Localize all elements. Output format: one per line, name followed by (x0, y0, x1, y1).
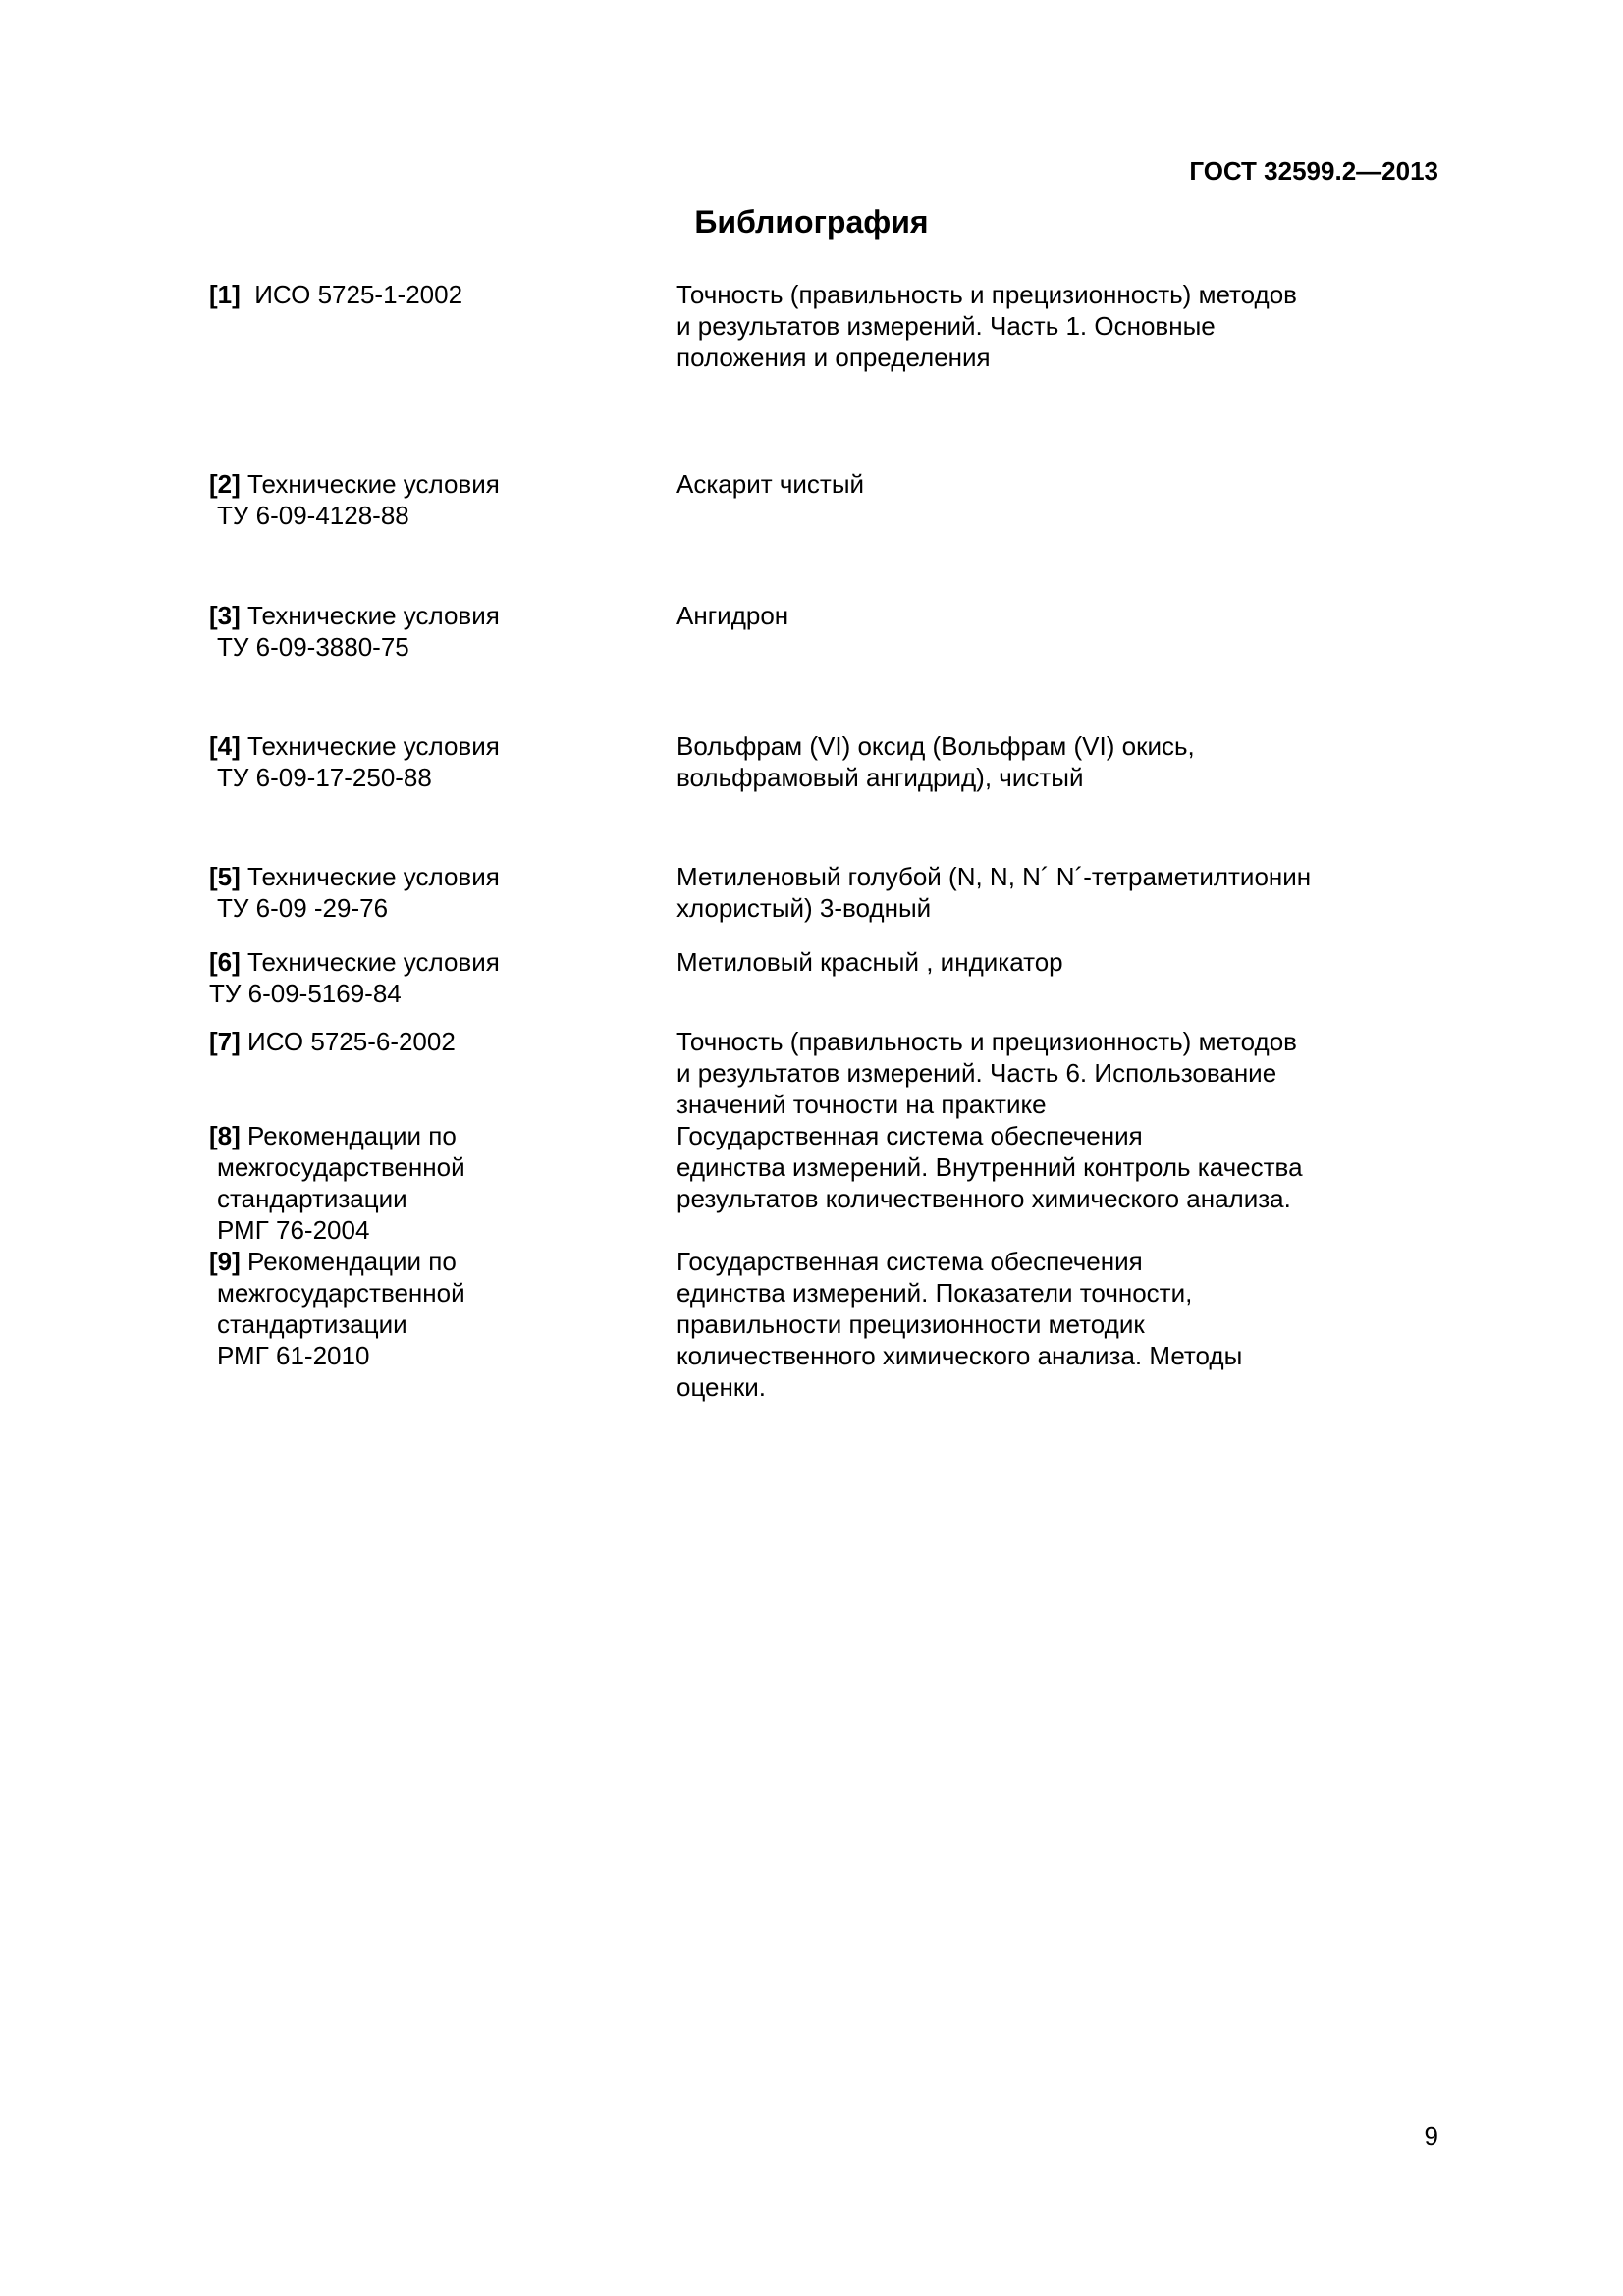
reference-line: Рекомендации по (247, 1247, 457, 1276)
entry-description (676, 279, 1383, 373)
entry-reference (209, 861, 641, 924)
reference-line: ИСО 5725-1-2002 (254, 280, 463, 309)
description-line: значений точности на практике (676, 1090, 1047, 1119)
description-line: Вольфрам (VI) оксид (Вольфрам (VI) окись, (676, 731, 1195, 761)
reference-line: стандартизации (217, 1309, 407, 1339)
description-line: вольфрамовый ангидрид), чистый (676, 763, 1084, 792)
reference-line: ТУ 6-09 -29-76 (217, 893, 389, 923)
entry-number: [9] (209, 1247, 241, 1276)
entry-description (676, 1246, 1383, 1403)
reference-line: межгосударственной (217, 1152, 465, 1182)
entry-reference (209, 1246, 641, 1371)
description-line: Ангидрон (676, 601, 789, 630)
page-title: Библиография (694, 204, 929, 240)
entry-description (676, 468, 1383, 500)
description-line: правильности прецизионности методик (676, 1309, 1145, 1339)
reference-line: Технические условия (247, 731, 500, 761)
reference-line: Технические условия (247, 862, 500, 891)
entry-number: [3] (209, 601, 241, 630)
reference-line: Технические условия (247, 601, 500, 630)
description-line: и результатов измерений. Часть 1. Основные (676, 311, 1216, 341)
entry-reference (209, 468, 641, 531)
description-line: Точность (правильность и прецизионность) методов (676, 280, 1297, 309)
description-line: и результатов измерений. Часть 6. Использование (676, 1058, 1277, 1088)
entry-description (676, 861, 1383, 924)
entry-number: [4] (209, 731, 241, 761)
description-line: оценки. (676, 1372, 766, 1402)
description-line: хлористый) 3-водный (676, 893, 932, 923)
description-line: Метиленовый голубой (N, N, N´ N´-тетраметилтионин (676, 862, 1312, 891)
entry-reference (209, 946, 641, 1009)
reference-line: ТУ 6-09-5169-84 (209, 979, 402, 1008)
reference-line: межгосударственной (217, 1278, 465, 1308)
reference-line: ТУ 6-09-17-250-88 (217, 763, 432, 792)
entry-reference (209, 600, 641, 663)
entry-number: [5] (209, 862, 241, 891)
entry-reference (209, 1026, 641, 1057)
entry-number: [8] (209, 1121, 241, 1150)
reference-line: Рекомендации по (247, 1121, 457, 1150)
description-line: Государственная система обеспечения (676, 1121, 1143, 1150)
description-line: Метиловый красный , индикатор (676, 947, 1063, 977)
page-number: 9 (1424, 2121, 1438, 2151)
reference-line: ИСО 5725-6-2002 (247, 1027, 456, 1056)
reference-line: РМГ 76-2004 (217, 1215, 370, 1245)
entry-description (676, 1120, 1383, 1214)
entry-description (676, 1026, 1383, 1120)
entry-number: [1] (209, 280, 241, 309)
reference-line: ТУ 6-09-3880-75 (217, 632, 409, 662)
description-line: единства измерений. Показатели точности, (676, 1278, 1193, 1308)
description-line: единства измерений. Внутренний контроль качества (676, 1152, 1303, 1182)
entry-description (676, 946, 1383, 978)
description-line: Государственная система обеспечения (676, 1247, 1143, 1276)
description-line: Точность (правильность и прецизионность) методов (676, 1027, 1297, 1056)
entry-number: [2] (209, 469, 241, 499)
entry-description (676, 600, 1383, 631)
description-line: количественного химического анализа. Методы (676, 1341, 1243, 1370)
reference-line: Технические условия (247, 469, 500, 499)
description-line: результатов количественного химического анализа. (676, 1184, 1291, 1213)
entry-number: [6] (209, 947, 241, 977)
entry-number: [7] (209, 1027, 241, 1056)
reference-line: стандартизации (217, 1184, 407, 1213)
entry-reference (209, 1120, 641, 1246)
reference-line: ТУ 6-09-4128-88 (217, 501, 409, 530)
description-line: Аскарит чистый (676, 469, 865, 499)
reference-line: Технические условия (247, 947, 500, 977)
entry-description (676, 730, 1383, 793)
description-line: положения и определения (676, 343, 991, 372)
entry-reference (209, 279, 641, 310)
entry-reference (209, 730, 641, 793)
reference-line: РМГ 61-2010 (217, 1341, 370, 1370)
standard-code: ГОСТ 32599.2—2013 (1189, 156, 1438, 186)
